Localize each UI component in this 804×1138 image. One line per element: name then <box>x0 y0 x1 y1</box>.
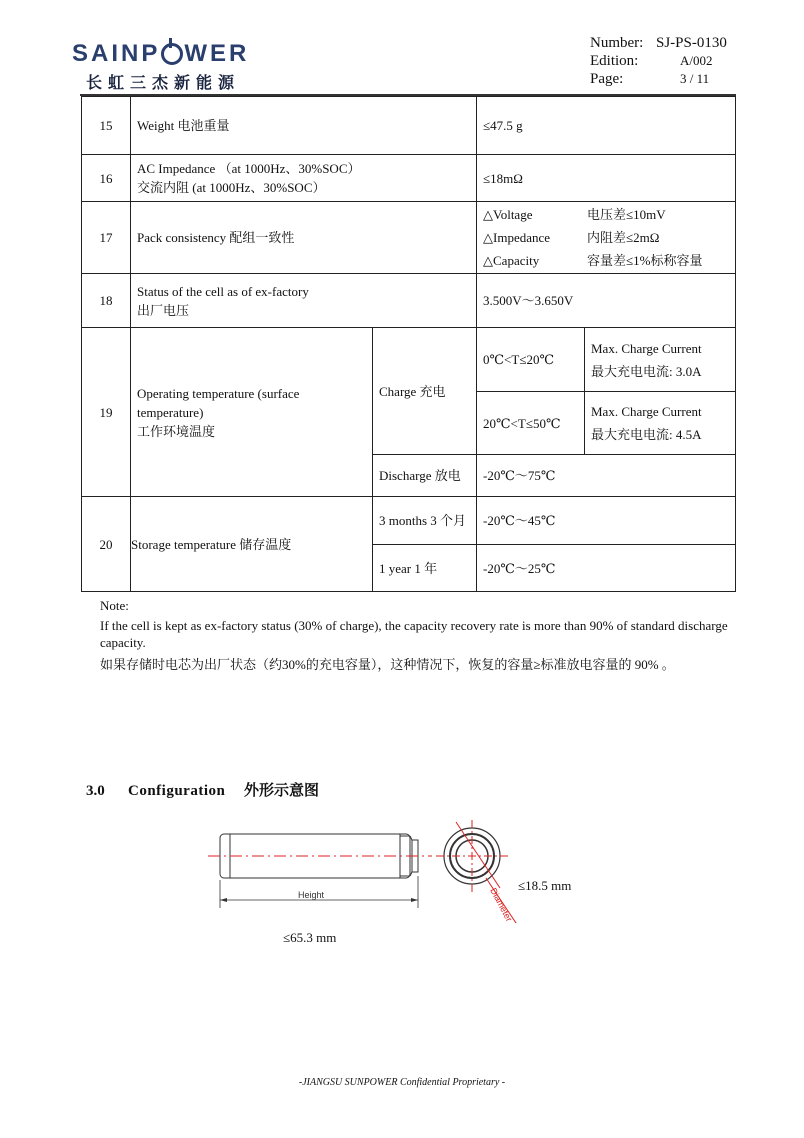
table-row <box>82 328 736 392</box>
height-label: Height <box>298 890 325 900</box>
range-cell: 0℃<T≤20℃ <box>477 328 585 392</box>
delta-impedance: △Impedance <box>483 230 551 245</box>
row-number: 16 <box>82 155 131 202</box>
storage-period: 1 year 1 年 <box>373 545 477 592</box>
current-line: Max. Charge Current <box>591 340 702 356</box>
item-line: 出厂电压 <box>137 302 190 318</box>
logo-chinese: 长虹三杰新能源 <box>86 73 241 92</box>
spec-table <box>81 96 736 592</box>
item-cell <box>131 274 477 328</box>
footer: -JIANGSU SUNPOWER Confidential Proprietary - <box>298 1077 506 1088</box>
delta-voltage: △Voltage <box>483 207 533 222</box>
charge-label: Charge 充电 <box>373 328 477 455</box>
note-english: If the cell is kept as ex-factory status (30% of charge), the capacity recovery rate is more than 90% of standard discharge capacity. <box>100 618 728 650</box>
item-cell <box>131 155 477 202</box>
item-line: Operating temperature (surface <box>137 385 300 401</box>
item-cell <box>131 328 373 497</box>
item-cell: Storage temperature 储存温度 <box>131 497 373 592</box>
section-number: 3.0 <box>86 783 105 799</box>
table-row <box>82 202 736 274</box>
current-cell <box>585 328 736 392</box>
row-number: 18 <box>82 274 131 328</box>
table-row <box>82 97 736 155</box>
discharge-value: -20℃～75℃ <box>477 455 736 497</box>
capacity-diff: 容量差≤1%标称容量 <box>587 253 703 268</box>
value-cell: ≤18mΩ <box>477 155 736 202</box>
document-info <box>590 34 727 88</box>
row-number: 17 <box>82 202 131 274</box>
item-line: 交流内阻 (at 1000Hz、30%SOC） <box>137 180 326 195</box>
item-line: temperature) <box>137 404 204 420</box>
page-value: 3 / 11 <box>680 71 710 86</box>
table-row <box>82 497 736 545</box>
logo-wordmark <box>72 42 249 66</box>
storage-range: -20℃～25℃ <box>477 545 736 592</box>
voltage-diff: 电压差≤10mV <box>587 207 666 222</box>
page-label: Page: <box>590 71 624 87</box>
number-label: Number: <box>590 35 644 51</box>
height-value: ≤65.3 mm <box>283 930 337 945</box>
cell-configuration-diagram <box>200 818 530 923</box>
item-line: 工作环境温度 <box>137 423 216 439</box>
section-title-en: Configuration <box>128 783 226 799</box>
power-icon <box>161 43 183 65</box>
item-cell: Pack consistency 配组一致性 <box>131 202 477 274</box>
row-number: 20 <box>82 497 131 592</box>
number-value: SJ-PS-0130 <box>656 35 727 51</box>
note-title: Note: <box>100 598 129 613</box>
item-cell: Weight 电池重量 <box>131 97 477 155</box>
current-line: 最大充电电流: 3.0A <box>591 363 702 379</box>
row-number: 19 <box>82 328 131 497</box>
value-cell: 3.500V～3.650V <box>477 274 736 328</box>
edition-label: Edition: <box>590 53 639 69</box>
row-number: 15 <box>82 97 131 155</box>
section-title-cn: 外形示意图 <box>244 783 320 799</box>
range-cell: 20℃<T≤50℃ <box>477 392 585 455</box>
current-line: Max. Charge Current <box>591 404 702 419</box>
storage-range: -20℃～45℃ <box>477 497 736 545</box>
logo-text-right: WER <box>184 40 250 67</box>
delta-capacity: △Capacity <box>483 253 540 268</box>
discharge-label: Discharge 放电 <box>373 455 477 497</box>
edition-value: A/002 <box>680 53 713 68</box>
company-logo <box>72 42 249 93</box>
note-block <box>100 597 740 673</box>
section-heading <box>86 779 319 800</box>
current-cell <box>585 392 736 455</box>
logo-text-left: SAINP <box>72 40 161 67</box>
table-row <box>82 274 736 328</box>
impedance-diff: 内阻差≤2mΩ <box>587 230 660 245</box>
item-line: Status of the cell as of ex-factory <box>137 283 309 299</box>
table-row <box>82 155 736 202</box>
value-cell: ≤47.5 g <box>477 97 736 155</box>
value-cell <box>477 202 736 274</box>
current-line: 最大充电电流: 4.5A <box>591 427 702 442</box>
diameter-label: Diameter <box>488 886 515 923</box>
storage-period: 3 months 3 个月 <box>373 497 477 545</box>
diameter-value: ≤18.5 mm <box>518 878 572 893</box>
item-line: AC Impedance （at 1000Hz、30%SOC） <box>137 161 361 176</box>
note-chinese: 如果存储时电芯为出厂状态（约30%的充电容量），这种情况下，恢复的容量≥标准放电容量的 90% 。 <box>100 657 675 672</box>
